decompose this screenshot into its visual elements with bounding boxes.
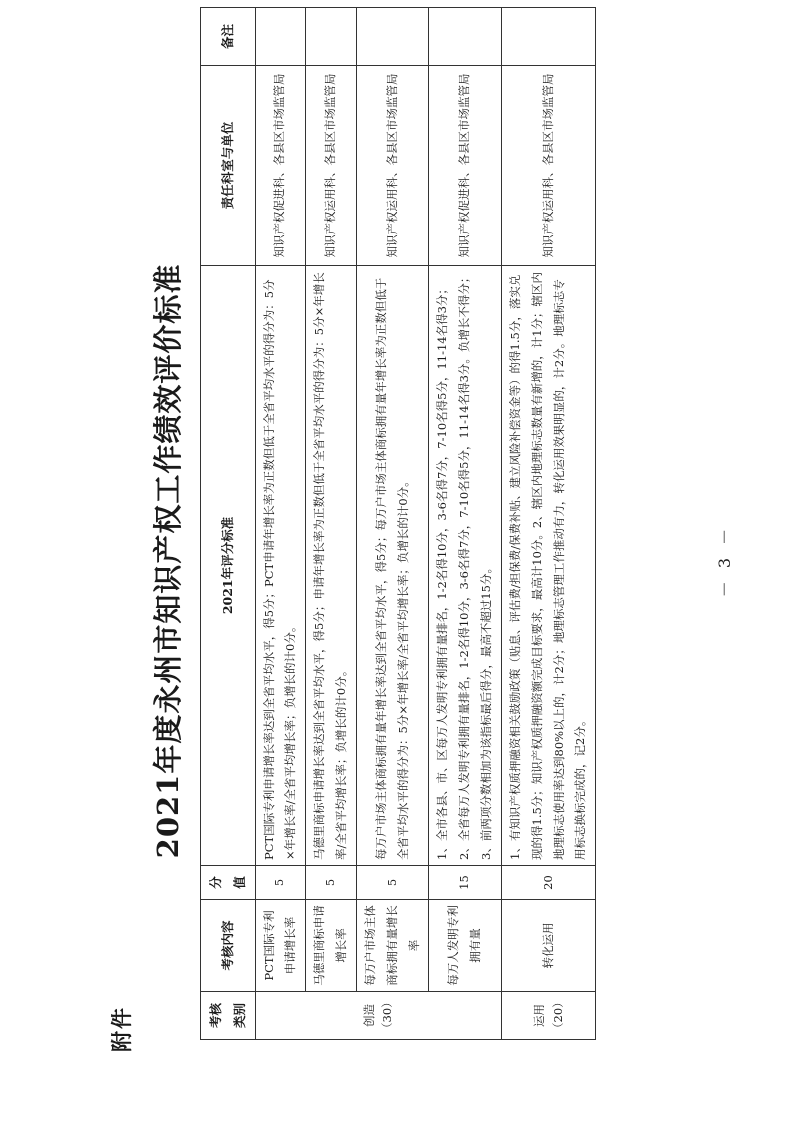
table-row <box>429 8 502 1040</box>
row-remarks <box>255 8 306 66</box>
table-header-row <box>201 8 256 1040</box>
row-content: 每万户市场主体商标拥有量增长率 <box>356 900 429 992</box>
row-responsible: 知识产权运用科、各县区市场监管局 <box>501 66 595 266</box>
row-score: 15 <box>429 866 502 900</box>
category-creation-label: 创造（30） <box>361 996 395 1034</box>
row-score: 5 <box>255 866 306 900</box>
row-remarks <box>429 8 502 66</box>
header-category: 考核类别 <box>201 992 256 1040</box>
header-remarks: 备注 <box>201 8 256 66</box>
header-score: 分值 <box>201 866 256 900</box>
header-content: 考核内容 <box>201 900 256 992</box>
row-criteria: 1、有知识产权质押融资相关鼓励政策（贴息、评估费/担保费/保费补贴、建立风险补偿资金等）的得1.5分，落实兑现的得1.5分；知识产权质押融资额完成目标要求，最高计10分。2、辖区内地理标志数量有新增的，计1分；辖区内地理标志使用率达到80%以上的，计2分；地理标志管理工作推动有力，转化运用效果明显的，计2分。地理标志专用标志换标完成的，记2分。 <box>501 266 595 866</box>
row-criteria: 每万户市场主体商标拥有量年增长率达到全省平均水平，得5分；每万户市场主体商标拥有量年增长率为正数但低于全省平均水平的得分为：5分×年增长率/全省平均增长率；负增长的计0分。 <box>356 266 429 866</box>
category-application <box>501 992 595 1040</box>
row-criteria: PCT国际专利申请增长率达到全省平均水平，得5分；PCT申请年增长率为正数但低于全省平均水平的得分为：5分×年增长率/全省平均增长率；负增长的计0分。 <box>255 266 306 866</box>
page-number: － 3 － <box>715 524 734 598</box>
row-responsible: 知识产权运用科、各县区市场监管局 <box>356 66 429 266</box>
category-creation <box>255 992 501 1040</box>
row-responsible: 知识产权促进科、各县区市场监管局 <box>429 66 502 266</box>
row-criteria: 马德里商标申请增长率达到全省平均水平，得5分；申请年增长率为正数但低于全省平均水平的得分为：5分×年增长率/全省平均增长率；负增长的计0分。 <box>306 266 357 866</box>
attachment-label: 附件 <box>110 1006 134 1052</box>
row-content: PCT国际专利申请增长率 <box>255 900 306 992</box>
row-score: 5 <box>356 866 429 900</box>
header-criteria: 2021年评分标准 <box>201 266 256 866</box>
row-responsible: 知识产权运用科、各县区市场监管局 <box>306 66 357 266</box>
header-responsible: 责任科室与单位 <box>201 66 256 266</box>
page-title: 2021年度永州市知识产权工作绩效评价标准 <box>151 263 185 859</box>
table-row <box>255 8 306 1040</box>
table-row <box>356 8 429 1040</box>
row-score: 20 <box>501 866 595 900</box>
row-remarks <box>501 8 595 66</box>
row-remarks <box>306 8 357 66</box>
row-content: 转化运用 <box>501 900 595 992</box>
table-row <box>501 8 595 1040</box>
row-remarks <box>356 8 429 66</box>
row-content: 每万人发明专利拥有量 <box>429 900 502 992</box>
table-row <box>306 8 357 1040</box>
row-responsible: 知识产权促进科、各县区市场监管局 <box>255 66 306 266</box>
category-application-label: 运用（20） <box>532 996 565 1034</box>
evaluation-table <box>200 7 596 1040</box>
row-criteria: 1、全市各县、市、区每万人发明专利拥有量排名，1-2名得10分，3-6名得7分，7-10名得5分，11-14名得3分；2、全省每万人发明专利拥有量排名，1-2名得10分，3-6名得7分，7-10名得5分，11-14名得3分。负增长不得分；3、前两项分数相加为该指标最后得分，最高不超过15分。 <box>429 266 502 866</box>
row-score: 5 <box>306 866 357 900</box>
row-content: 马德里商标申请增长率 <box>306 900 357 992</box>
